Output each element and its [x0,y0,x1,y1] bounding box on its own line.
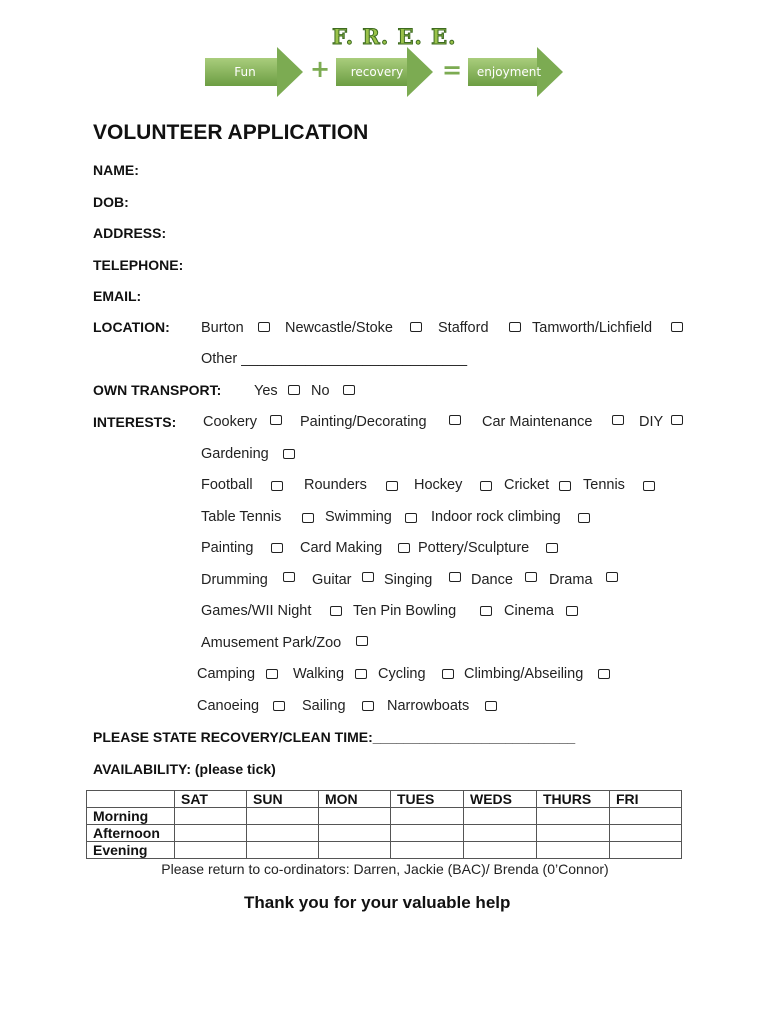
checkbox-narrowboats[interactable] [485,701,497,711]
table-row [87,808,682,825]
availability-cell[interactable] [464,825,537,842]
day-header: TUES [391,791,464,808]
option-cookery: Cookery [203,414,257,430]
name-label: NAME: [93,162,139,178]
option-pottery: Pottery/Sculpture [418,540,530,556]
checkbox-diy[interactable] [671,415,683,425]
availability-cell[interactable] [537,825,610,842]
checkbox-climbing[interactable] [598,669,610,679]
option-gardening: Gardening [201,446,269,462]
checkbox-singing[interactable] [449,572,461,582]
option-tamworth: Tamworth/Lichfield [532,320,653,336]
option-rounders: Rounders [304,477,367,493]
day-header: WEDS [464,791,537,808]
time-label: Evening [87,842,175,859]
option-car-maintenance: Car Maintenance [482,414,593,430]
availability-table [86,790,682,859]
availability-cell[interactable] [610,842,682,859]
option-drumming: Drumming [201,572,268,588]
checkbox-no[interactable] [343,385,355,395]
availability-cell[interactable] [247,842,319,859]
availability-cell[interactable] [537,842,610,859]
option-newcastle: Newcastle/Stoke [285,320,393,336]
option-other-location[interactable]: Other ____________________________ [201,351,468,367]
option-dance: Dance [471,572,513,588]
option-games-wii: Games/WII Night [201,603,312,619]
day-header: SAT [175,791,247,808]
checkbox-car-maintenance[interactable] [612,415,624,425]
checkbox-swimming[interactable] [405,513,417,523]
table-header-row [87,791,682,808]
fun-arrow [205,47,303,97]
checkbox-gardening[interactable] [283,449,295,459]
availability-cell[interactable] [391,825,464,842]
time-label: Afternoon [87,825,175,842]
checkbox-tennis[interactable] [643,481,655,491]
interests-label: INTERESTS: [93,414,177,430]
enjoyment-label: enjoyment [476,65,542,79]
option-climbing: Climbing/Abseiling [464,666,584,682]
availability-cell[interactable] [247,808,319,825]
checkbox-walking[interactable] [355,669,367,679]
option-amusement-park: Amusement Park/Zoo [201,635,342,651]
checkbox-ten-pin-bowling[interactable] [480,606,492,616]
recovery-time-label[interactable]: PLEASE STATE RECOVERY/CLEAN TIME:__________________________ [93,729,576,745]
option-painting-decorating: Painting/Decorating [300,414,427,430]
option-no: No [311,383,330,399]
option-diy: DIY [639,414,664,430]
equals-icon: = [442,56,463,84]
checkbox-yes[interactable] [288,385,300,395]
enjoyment-arrow [468,47,564,97]
checkbox-sailing[interactable] [362,701,374,711]
telephone-label: TELEPHONE: [93,257,184,273]
checkbox-canoeing[interactable] [273,701,285,711]
checkbox-burton[interactable] [258,322,270,332]
availability-cell[interactable] [247,825,319,842]
option-football: Football [201,477,253,493]
option-tennis: Tennis [583,477,625,493]
option-ten-pin-bowling: Ten Pin Bowling [353,603,457,619]
checkbox-cinema[interactable] [566,606,578,616]
table-row [87,825,682,842]
option-drama: Drama [549,572,593,588]
fun-label: Fun [234,65,256,79]
day-header: SUN [247,791,319,808]
checkbox-drama[interactable] [606,572,618,582]
day-header: MON [319,791,391,808]
checkbox-pottery[interactable] [546,543,558,553]
own-transport-label: OWN TRANSPORT: [93,382,222,398]
option-canoeing: Canoeing [197,698,260,714]
return-note: Please return to co-ordinators: Darren, Jackie (BAC)/ Brenda (0’Connor) [161,861,609,877]
checkbox-cricket[interactable] [559,481,571,491]
checkbox-amusement-park[interactable] [356,636,368,646]
plus-icon: + [310,55,331,83]
option-guitar: Guitar [312,572,352,588]
option-cinema: Cinema [504,603,554,619]
availability-cell[interactable] [537,808,610,825]
availability-cell[interactable] [464,808,537,825]
dob-label: DOB: [93,194,129,210]
availability-cell[interactable] [319,842,391,859]
availability-label: AVAILABILITY: (please tick) [93,761,276,777]
availability-cell[interactable] [391,842,464,859]
checkbox-painting-decorating[interactable] [449,415,461,425]
option-yes: Yes [254,383,278,399]
checkbox-dance[interactable] [525,572,537,582]
table-corner-cell [87,791,175,808]
option-singing: Singing [384,572,433,588]
checkbox-hockey[interactable] [480,481,492,491]
checkbox-guitar[interactable] [362,572,374,582]
option-narrowboats: Narrowboats [387,698,470,714]
option-cricket: Cricket [504,477,550,493]
option-hockey: Hockey [414,477,463,493]
checkbox-table-tennis[interactable] [302,513,314,523]
option-card-making: Card Making [300,540,383,556]
email-label: EMAIL: [93,288,142,304]
availability-cell[interactable] [610,825,682,842]
availability-cell[interactable] [610,808,682,825]
checkbox-card-making[interactable] [398,543,410,553]
day-header: THURS [537,791,610,808]
availability-cell[interactable] [175,825,247,842]
checkbox-games-wii[interactable] [330,606,342,616]
table-row [87,842,682,859]
day-header: FRI [610,791,682,808]
option-painting: Painting [201,540,254,556]
option-sailing: Sailing [302,698,346,714]
recovery-arrow [336,47,434,97]
address-label: ADDRESS: [93,225,167,241]
checkbox-painting[interactable] [271,543,283,553]
checkbox-stafford[interactable] [509,322,521,332]
checkbox-cycling[interactable] [442,669,454,679]
checkbox-drumming[interactable] [283,572,295,582]
availability-cell[interactable] [319,825,391,842]
option-camping: Camping [197,666,256,682]
checkbox-camping[interactable] [266,669,278,679]
option-table-tennis: Table Tennis [201,509,282,525]
option-walking: Walking [293,666,345,682]
option-indoor-rock-climbing: Indoor rock climbing [431,509,561,525]
checkbox-tamworth[interactable] [671,322,683,332]
page-title: VOLUNTEER APPLICATION [93,121,369,144]
option-burton: Burton [201,320,244,336]
availability-cell[interactable] [319,808,391,825]
option-cycling: Cycling [378,666,426,682]
availability-cell[interactable] [175,808,247,825]
thanks-text: Thank you for your valuable help [244,893,511,912]
option-stafford: Stafford [438,320,489,336]
recovery-label: recovery [350,65,404,79]
availability-cell[interactable] [391,808,464,825]
checkbox-football[interactable] [271,481,283,491]
checkbox-cookery[interactable] [270,415,282,425]
option-swimming: Swimming [325,509,392,525]
free-logo-text: F. R. E. E. [332,24,457,49]
checkbox-newcastle[interactable] [410,322,422,332]
time-label: Morning [87,808,175,825]
availability-cell[interactable] [175,842,247,859]
availability-cell[interactable] [464,842,537,859]
checkbox-rounders[interactable] [386,481,398,491]
checkbox-indoor-rock-climbing[interactable] [578,513,590,523]
location-label: LOCATION: [93,319,170,335]
